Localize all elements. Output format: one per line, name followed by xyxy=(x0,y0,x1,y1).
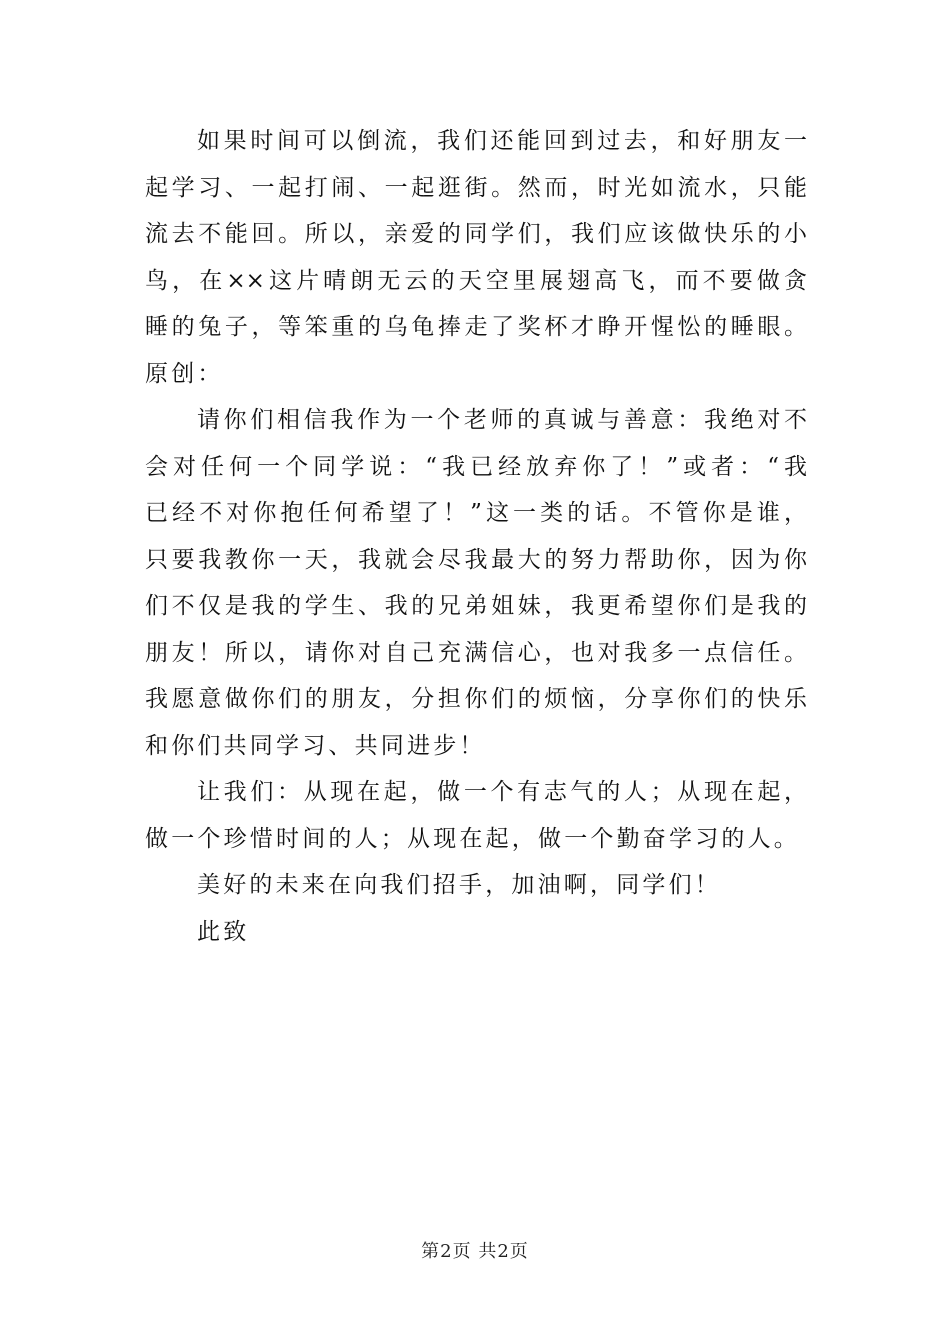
text-line: 如果时间可以倒流，我们还能回到过去，和好朋友一 xyxy=(197,128,807,154)
text-line: 做一个珍惜时间的人；从现在起，做一个勤奋学习的人。 xyxy=(145,825,800,852)
text-line: 原创： xyxy=(145,360,224,387)
text-line: 鸟，在××这片晴朗无云的天空里展翅高飞，而不要做贪 xyxy=(145,267,807,294)
text-line: 让我们：从现在起，做一个有志气的人；从现在起， xyxy=(197,779,807,805)
text-line: 睡的兔子，等笨重的乌龟捧走了奖杯才睁开惺忪的睡眼。 xyxy=(145,314,807,340)
text-line: 起学习、一起打闹、一起逛街。然而，时光如流水，只能 xyxy=(145,174,807,201)
page-number-footer: 第2页 共2页 xyxy=(421,1241,529,1262)
text-line: 们不仅是我的学生、我的兄弟姐妹，我更希望你们是我的 xyxy=(145,593,807,619)
text-line: 美好的未来在向我们招手，加油啊，同学们！ xyxy=(197,872,721,898)
text-line: 已经不对你抱任何希望了！”这一类的话。不管你是谁， xyxy=(145,500,807,526)
text-line: 只要我教你一天，我就会尽我最大的努力帮助你，因为你 xyxy=(145,546,807,573)
text-line: 会对任何一个同学说：“我已经放弃你了！”或者：“我 xyxy=(145,453,807,480)
text-line: 请你们相信我作为一个老师的真诚与善意：我绝对不 xyxy=(197,407,807,433)
text-line: 和你们共同学习、共同进步！ xyxy=(145,732,486,759)
text-line: 我愿意做你们的朋友，分担你们的烦恼，分享你们的快乐 xyxy=(145,686,807,712)
letter-body xyxy=(145,118,807,955)
text-line: 此致 xyxy=(197,918,250,945)
text-line: 朋友！所以，请你对自己充满信心，也对我多一点信任。 xyxy=(145,639,807,666)
text-line: 流去不能回。所以，亲爱的同学们，我们应该做快乐的小 xyxy=(145,221,807,247)
